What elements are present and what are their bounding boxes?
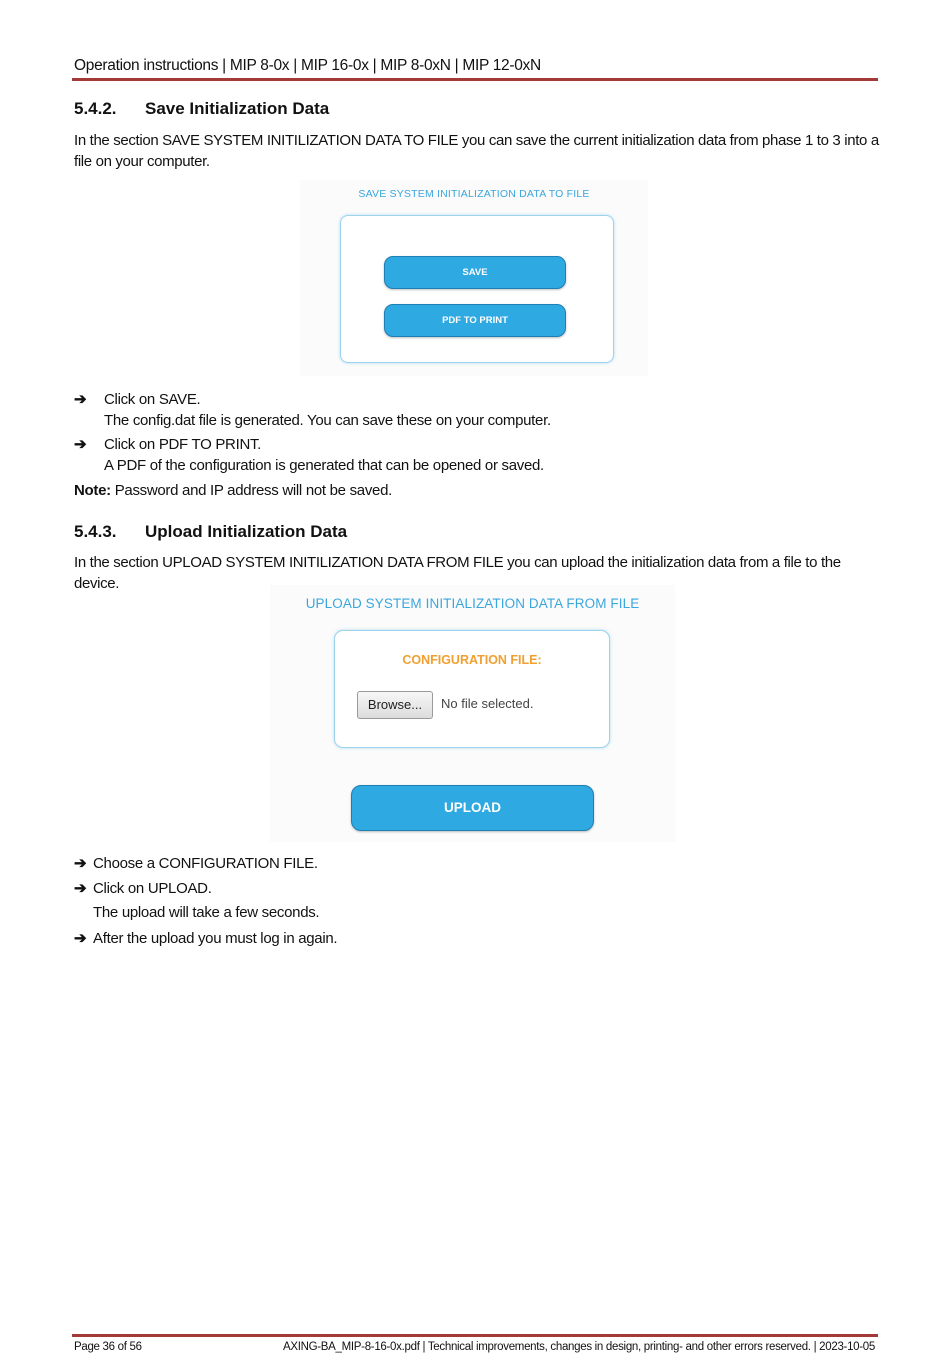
arrow-icon: ➔ — [74, 880, 87, 897]
arrow-icon: ➔ — [74, 855, 87, 872]
step-item — [74, 929, 337, 947]
footer-divider — [72, 1334, 878, 1337]
step-item — [74, 854, 318, 872]
note-text: Password and IP address will not be saved. — [110, 482, 392, 499]
save-panel-box — [340, 215, 614, 363]
save-intro-paragraph: In the section SAVE SYSTEM INITILIZATION DATA TO FILE you can save the current initialization data from phase 1 to 3 into a file on your computer. — [74, 132, 879, 170]
step-result: A PDF of the configuration is generated that can be opened or saved. — [104, 456, 544, 474]
step-item — [74, 879, 212, 897]
pdf-to-print-button[interactable]: PDF TO PRINT — [384, 304, 566, 337]
section-heading-save — [74, 99, 329, 119]
header-divider — [72, 78, 878, 81]
step-result: The upload will take a few seconds. — [93, 904, 320, 921]
section-number: 5.4.3. — [74, 522, 117, 541]
step-text: Click on UPLOAD. — [93, 880, 212, 897]
file-status-text: No file selected. — [441, 696, 534, 711]
footer-info: AXING-BA_MIP-8-16-0x.pdf | Technical improvements, changes in design, printing- and other errors reserved. | 2023-10-05 — [282, 1341, 875, 1353]
section-title: Upload Initialization Data — [145, 522, 348, 541]
page-header: Operation instructions | MIP 8-0x | MIP 16-0x | MIP 8-0xN | MIP 12-0xN — [74, 57, 541, 74]
step-text: After the upload you must log in again. — [93, 930, 338, 947]
arrow-icon: ➔ — [74, 391, 87, 408]
note-label: Note: — [74, 482, 111, 499]
upload-data-screenshot — [270, 585, 675, 842]
save-data-screenshot — [300, 180, 648, 376]
note — [74, 481, 392, 502]
save-button[interactable]: SAVE — [384, 256, 566, 289]
step-result: The config.dat file is generated. You can save these on your computer. — [104, 411, 551, 429]
browse-button[interactable]: Browse... — [357, 691, 433, 719]
arrow-icon: ➔ — [74, 930, 87, 947]
section-title: Save Initialization Data — [145, 99, 330, 118]
upload-intro-paragraph: In the section UPLOAD SYSTEM INITILIZATION DATA FROM FILE you can upload the initialization data from a file to the device. — [74, 554, 841, 592]
section-number: 5.4.2. — [74, 99, 117, 118]
upload-button[interactable]: UPLOAD — [351, 785, 594, 831]
step-item — [74, 390, 551, 431]
step-item — [74, 435, 544, 476]
step-action: Click on PDF TO PRINT. — [104, 436, 262, 453]
save-panel-title: SAVE SYSTEM INITIALIZATION DATA TO FILE — [358, 188, 590, 200]
arrow-icon: ➔ — [74, 436, 87, 453]
section-heading-upload — [74, 522, 347, 542]
upload-panel-title: UPLOAD SYSTEM INITIALIZATION DATA FROM FILE — [305, 596, 640, 611]
step-action: Click on SAVE. — [104, 391, 201, 408]
step-text: Choose a CONFIGURATION FILE. — [93, 855, 318, 872]
configuration-file-box — [334, 630, 610, 748]
page-number: Page 36 of 56 — [74, 1341, 142, 1353]
configuration-file-label: CONFIGURATION FILE: — [402, 653, 542, 667]
